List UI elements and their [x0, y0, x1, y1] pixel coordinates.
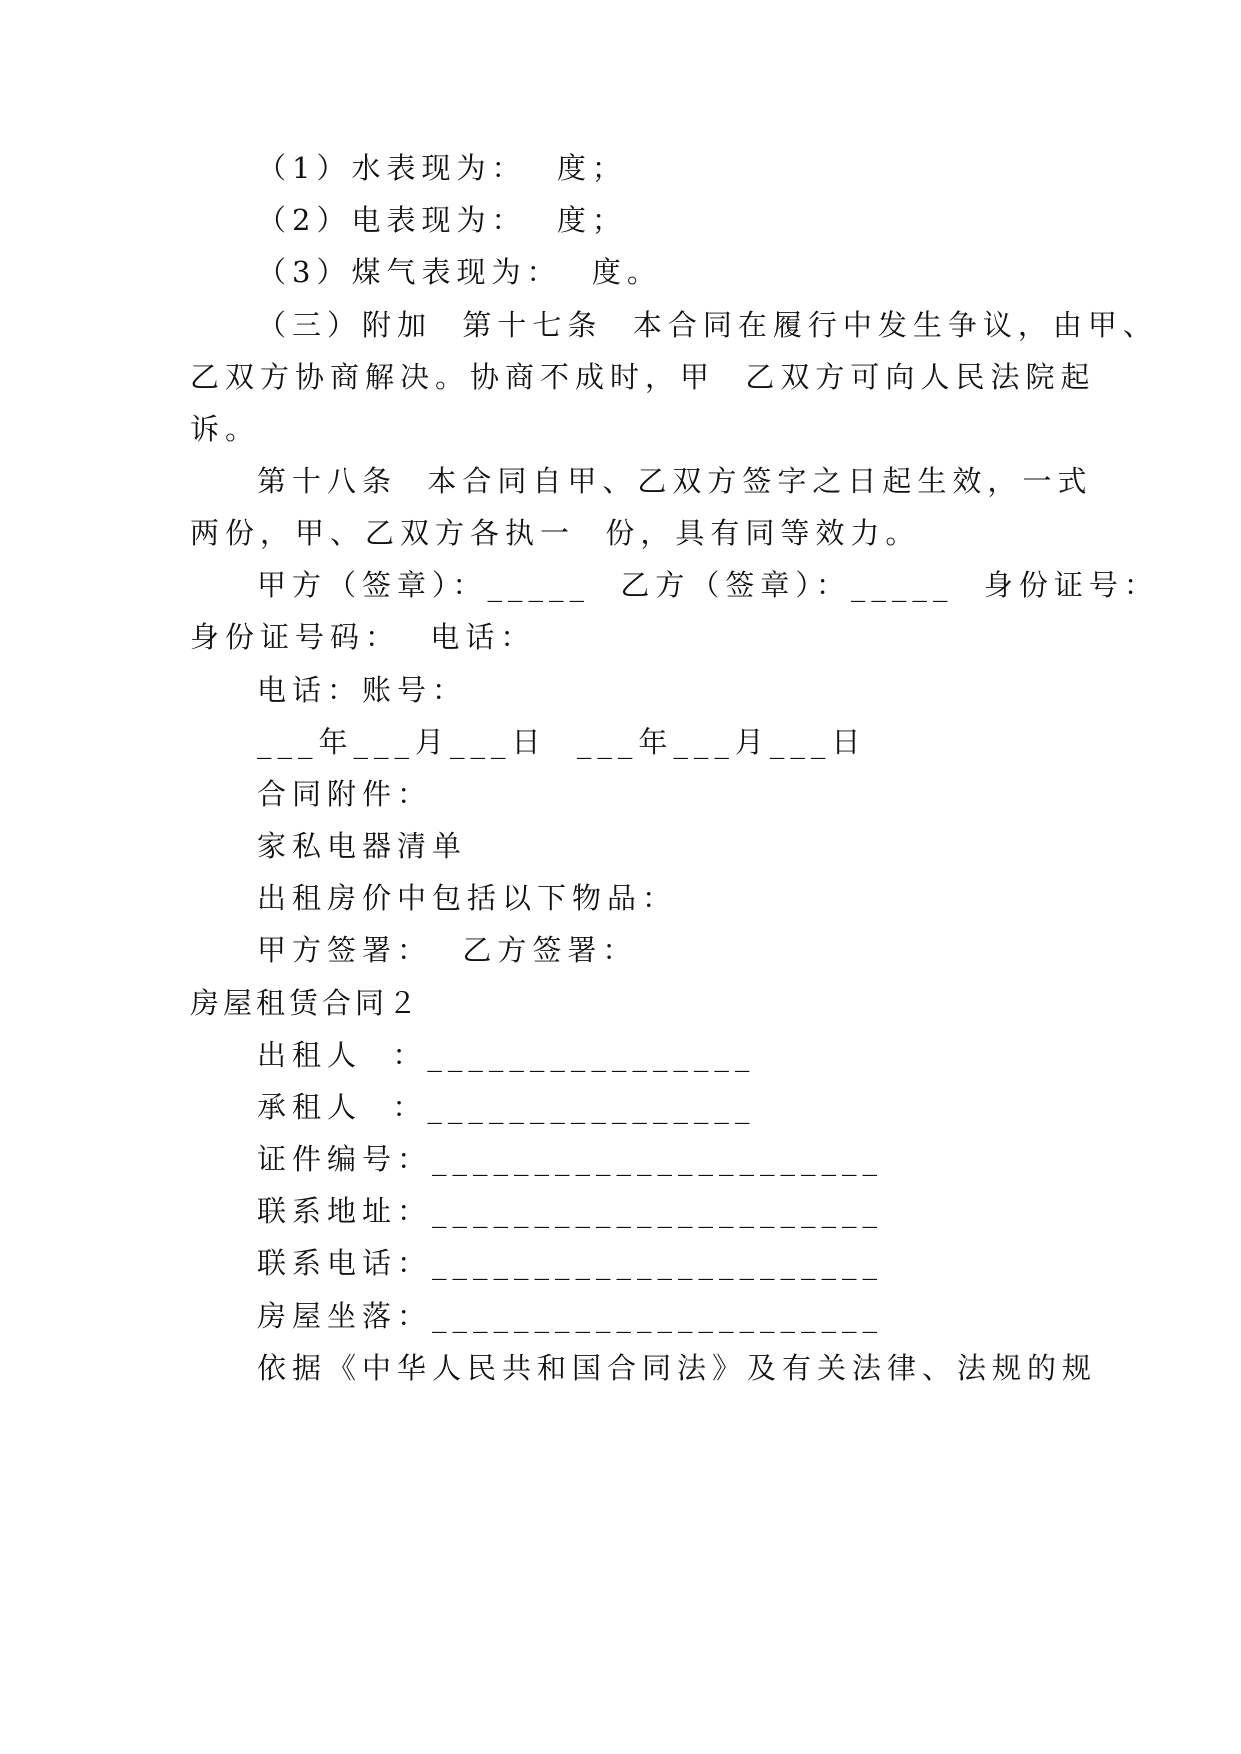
water-meter-line: （1）水表现为： 度； [257, 151, 627, 185]
signature-line: 甲方（签章）：_____ 乙方（签章）：_____ 身份证号： [257, 568, 1159, 602]
id-phone-line: 身份证号码： 电话： [190, 620, 536, 654]
legal-basis-line: 依据《中华人民共和国合同法》及有关法律、法规的规 [257, 1351, 1098, 1385]
contract-title: 房屋租赁合同２ [190, 986, 422, 1020]
article-17-line-1: （三）附加 第十七条 本合同在履行中发生争议，由甲、 [257, 308, 1158, 342]
property-location-field: 房屋坐落：______________________ [257, 1299, 884, 1333]
electric-meter-line: （2）电表现为： 度； [257, 203, 627, 237]
date-line: ___年___月___日 ___年___月___日 [257, 725, 867, 759]
lessee-field: 承租人 ：________________ [257, 1090, 756, 1124]
furniture-list-heading: 家私电器清单 [257, 829, 468, 863]
gas-meter-line: （3）煤气表现为： 度。 [257, 255, 662, 289]
article-18-line-1: 第十八条 本合同自甲、乙双方签字之日起生效，一式 [257, 464, 1093, 498]
lessor-field: 出租人 ：________________ [257, 1038, 756, 1072]
address-field: 联系地址：______________________ [257, 1194, 884, 1228]
article-17-line-2: 乙双方协商解决。协商不成时，甲 乙双方可向人民法院起 [190, 360, 1096, 394]
attachment-heading: 合同附件： [257, 777, 433, 811]
party-signatures-line: 甲方签署： 乙方签署： [257, 933, 638, 967]
phone-account-line: 电话：账号： [257, 673, 468, 707]
id-number-field: 证件编号：______________________ [257, 1142, 884, 1176]
article-17-line-3: 诉。 [190, 412, 261, 446]
included-items-line: 出租房价中包括以下物品： [257, 881, 678, 915]
phone-field: 联系电话：______________________ [257, 1246, 884, 1280]
article-18-line-2: 两份，甲、乙双方各执一 份，具有同等效力。 [190, 516, 921, 550]
